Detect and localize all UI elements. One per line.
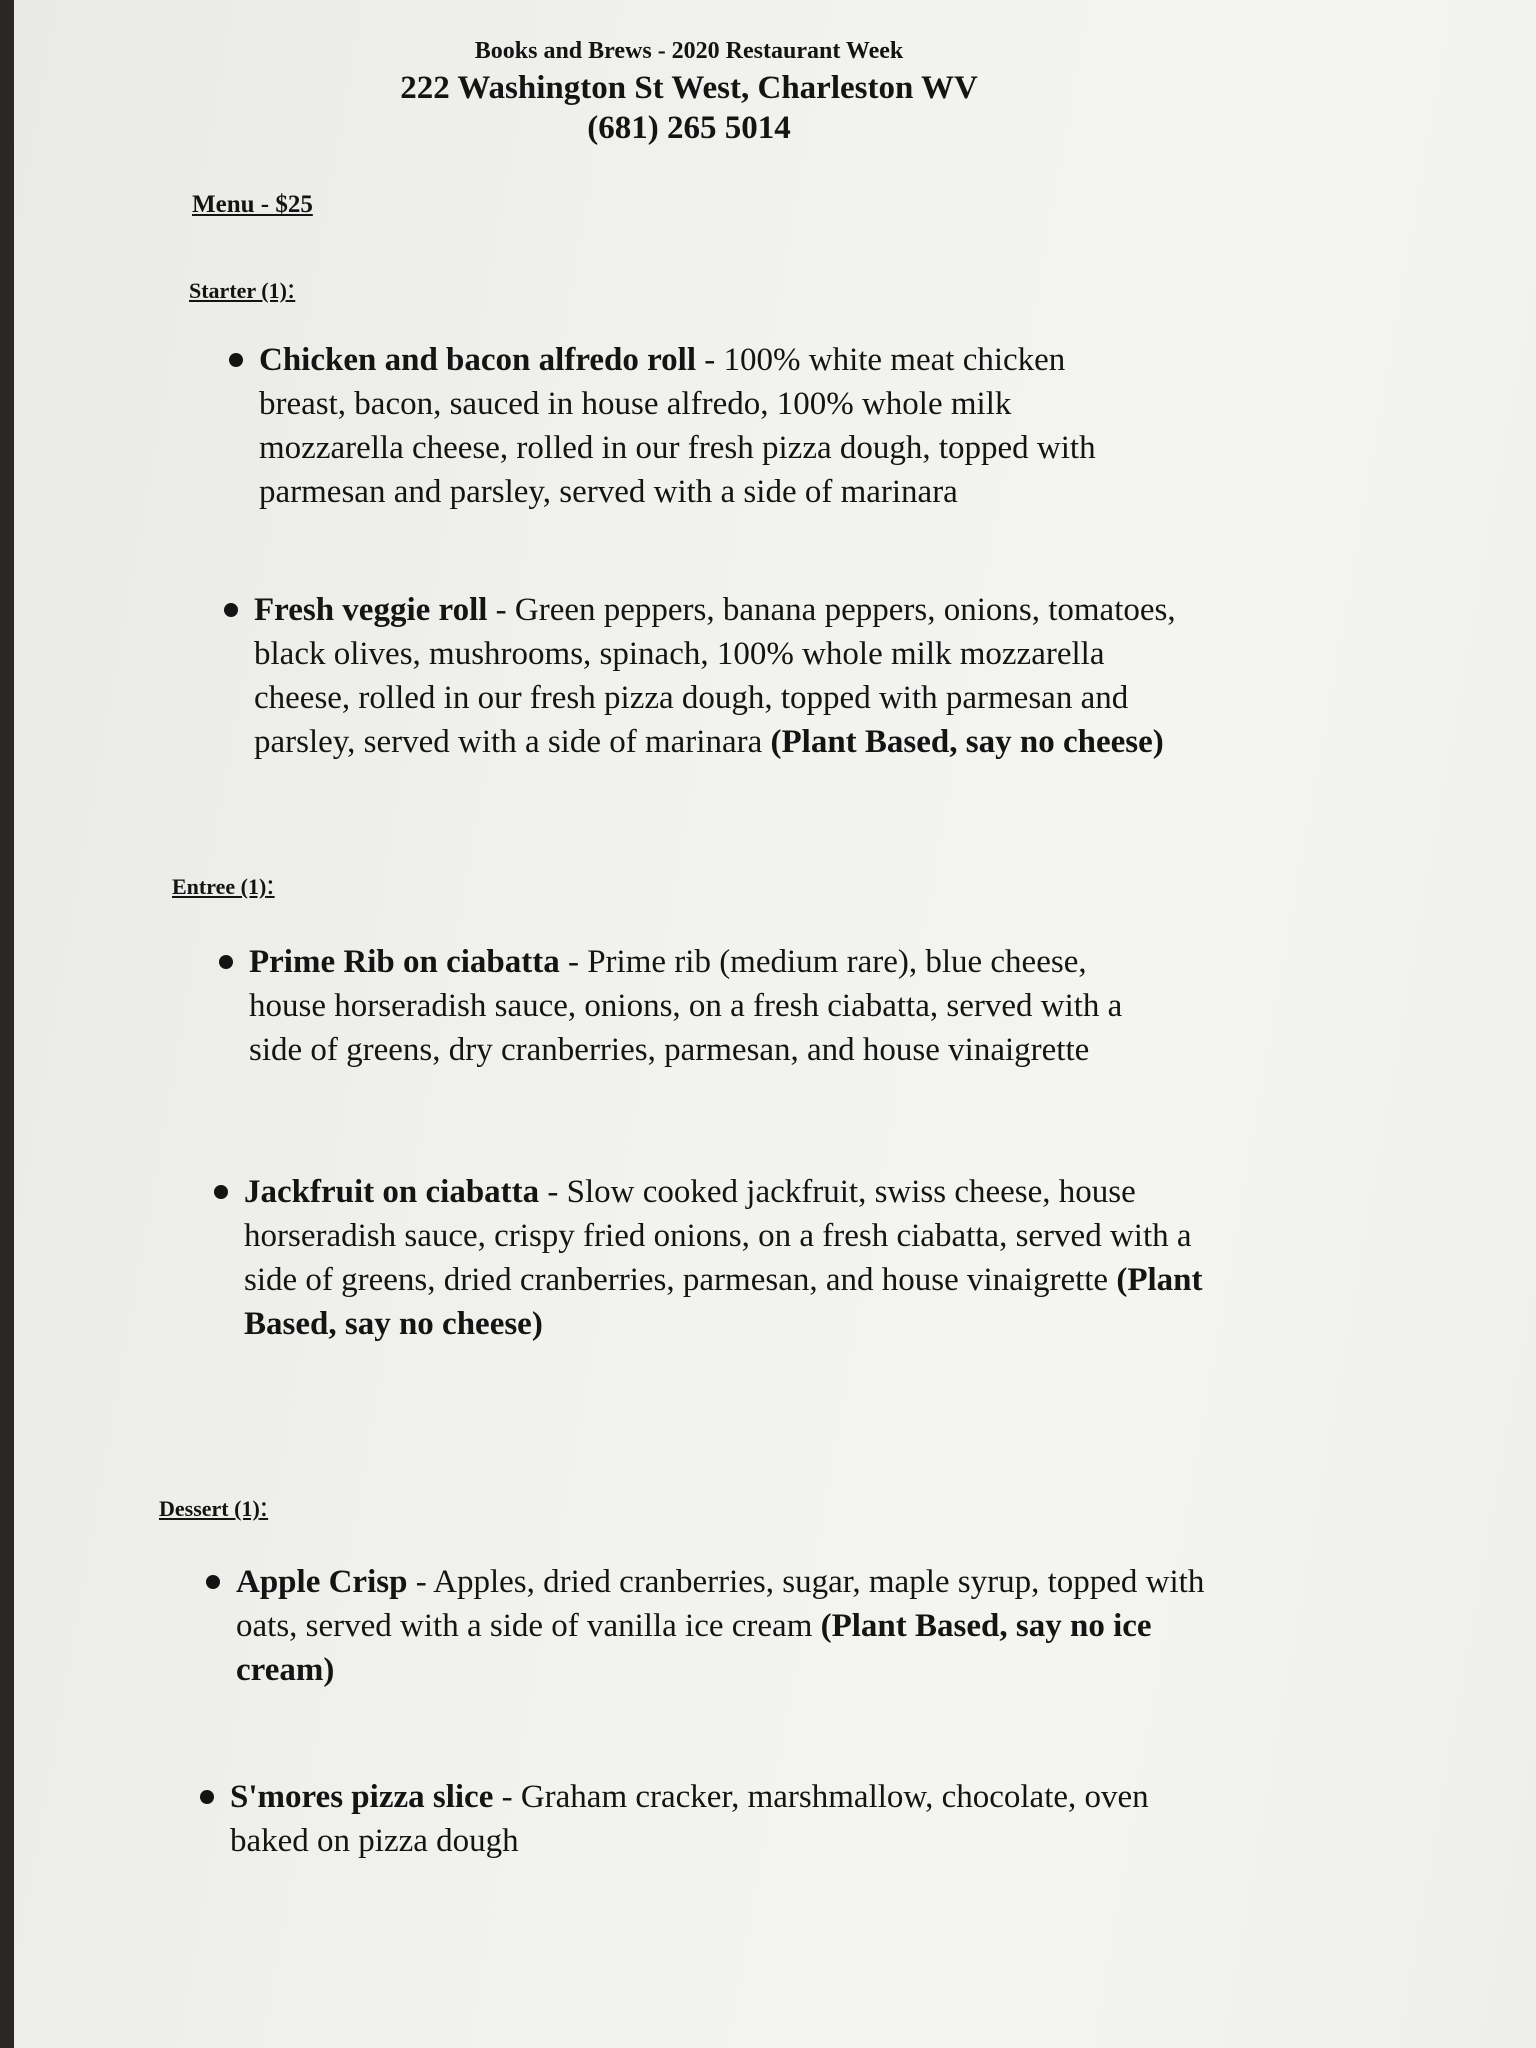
bullet-icon xyxy=(206,1575,220,1589)
dessert-label-text: Dessert (1) xyxy=(159,1496,260,1521)
menu-item-jackfruit-on-ciabatta xyxy=(244,1170,1244,1346)
item-name: Apple Crisp xyxy=(236,1564,408,1600)
entree-label-colon: : xyxy=(266,868,275,901)
menu-item-apple-crisp xyxy=(236,1560,1216,1692)
starter-section-label xyxy=(189,272,295,306)
starter-label-text: Starter (1) xyxy=(189,278,287,303)
entree-label-text: Entree (1) xyxy=(172,874,267,899)
menu-item-prime-rib-on-ciabatta xyxy=(249,940,1129,1072)
bullet-icon xyxy=(229,353,243,367)
item-description: - Graham cracker, marshmallow, chocolate, oven baked on pizza dough xyxy=(230,1779,1149,1859)
menu-item-smores-pizza-slice xyxy=(230,1775,1170,1863)
bullet-icon xyxy=(214,1185,228,1199)
menu-page xyxy=(14,0,1536,2048)
item-name: Fresh veggie roll xyxy=(254,592,488,628)
item-description: - Green peppers, banana peppers, onions, tomatoes, black olives, mushrooms, spinach, 100% whole milk mozzarella cheese, rolled in our fresh pizza dough, topped with parmesan and parsley, served with a side of marinara xyxy=(254,592,1176,760)
menu-item-chicken-bacon-alfredo-roll xyxy=(259,338,1119,514)
item-name: Jackfruit on ciabatta xyxy=(244,1174,540,1210)
restaurant-phone: (681) 265 5014 xyxy=(587,110,791,146)
menu-item-fresh-veggie-roll xyxy=(254,588,1189,764)
item-name: Prime Rib on ciabatta xyxy=(249,944,560,980)
item-description: - 100% white meat chicken breast, bacon, sauced in house alfredo, 100% whole milk mozzarella cheese, rolled in our fresh pizza dough, topped with parmesan and parsley, served with a side of marinara xyxy=(259,342,1096,510)
bullet-icon xyxy=(224,603,238,617)
item-plant-based-note: (Plant Based, say no ice cream) xyxy=(236,1608,1152,1688)
restaurant-event-title: Books and Brews - 2020 Restaurant Week xyxy=(474,38,904,64)
dessert-section-label xyxy=(159,1490,268,1524)
item-description: - Apples, dried cranberries, sugar, maple syrup, topped with oats, served with a side of vanilla ice cream xyxy=(236,1564,1205,1644)
item-plant-based-note: (Plant Based, say no cheese) xyxy=(770,724,1164,760)
item-name: Chicken and bacon alfredo roll xyxy=(259,342,697,378)
item-name: S'mores pizza slice xyxy=(230,1779,494,1815)
item-description: - Prime rib (medium rare), blue cheese, house horseradish sauce, onions, on a fresh ciabatta, served with a side of greens, dry cranberries, parmesan, and house vinaigrette xyxy=(249,944,1123,1068)
restaurant-address: 222 Washington St West, Charleston WV xyxy=(400,70,978,106)
bullet-icon xyxy=(219,955,233,969)
menu-price-title: Menu - $25 xyxy=(192,191,313,218)
bullet-icon xyxy=(200,1790,214,1804)
entree-section-label xyxy=(172,868,275,902)
dessert-label-colon: : xyxy=(259,1490,269,1523)
item-description: - Slow cooked jackfruit, swiss cheese, house horseradish sauce, crispy fried onions, on a fresh ciabatta, served with a side of greens, dried cranberries, parmesan, and house vinaigrette xyxy=(244,1174,1192,1298)
starter-label-colon: : xyxy=(286,272,296,305)
item-plant-based-note: (Plant Based, say no cheese) xyxy=(244,1262,1203,1342)
